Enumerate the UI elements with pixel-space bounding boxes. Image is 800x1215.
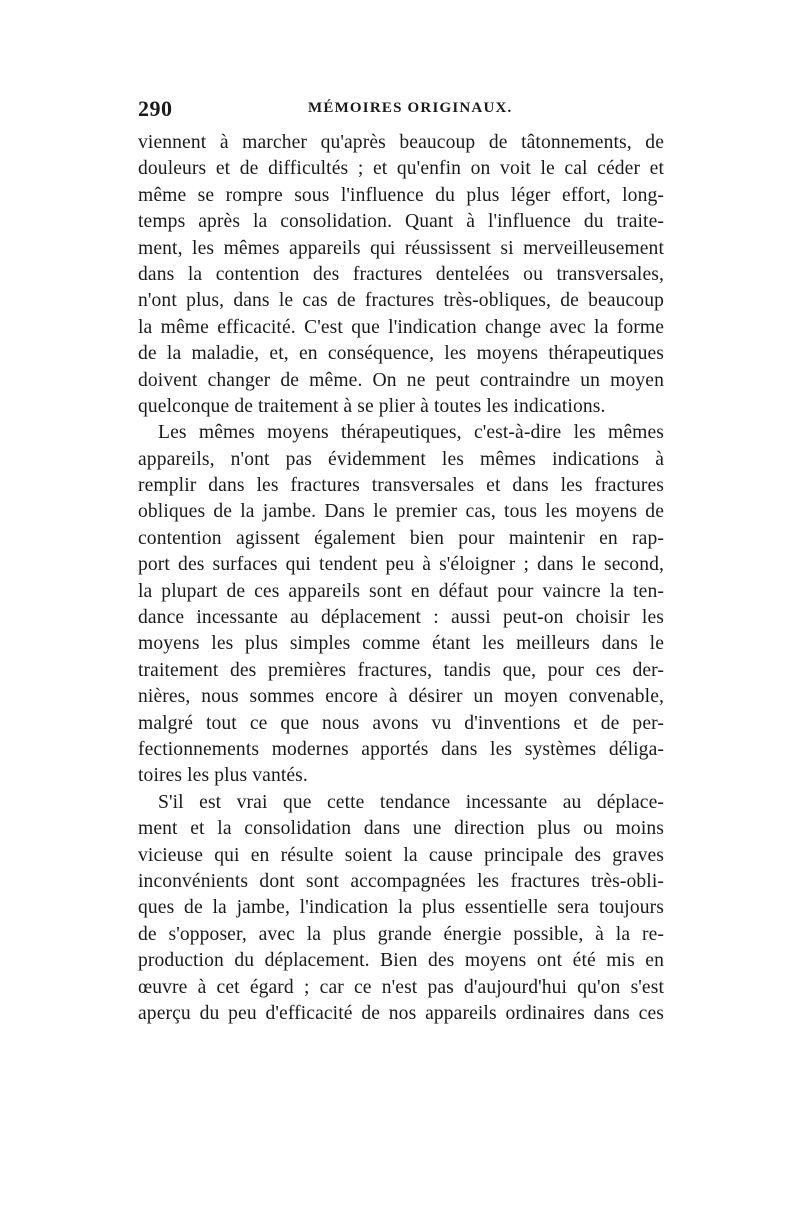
page-header <box>138 96 664 130</box>
text-line: aperçu du peu d'efficacité de nos appareils ordinaires dans ces <box>138 1002 664 1024</box>
text-line: port des surfaces qui tendent peu à s'éloigner ; dans le second, <box>138 554 664 576</box>
text-line: moyens les plus simples comme étant les meilleurs dans le <box>138 633 664 655</box>
text-line: de s'opposer, avec la plus grande énergie possible, à la re- <box>138 923 664 945</box>
text-line: appareils, n'ont pas évidemment les mêmes indications à <box>138 448 664 470</box>
text-line: dans la contention des fractures dentelées ou transversales, <box>138 263 664 285</box>
text-line: ment et la consolidation dans une direction plus ou moins <box>138 818 664 840</box>
text-line: quelconque de traitement à se plier à toutes les indications. <box>138 395 606 417</box>
running-title: MÉMOIRES ORIGINAUX. <box>308 100 513 116</box>
text-line: doivent changer de même. On ne peut contraindre un moyen <box>138 369 664 391</box>
text-line: la plupart de ces appareils sont en défaut pour vaincre la ten- <box>138 580 664 602</box>
text-line: fectionnements modernes apportés dans les systèmes déliga- <box>138 738 664 760</box>
text-line: traitement des premières fractures, tandis que, pour ces der- <box>138 659 664 681</box>
text-line: remplir dans les fractures transversales et dans les fractures <box>138 475 664 497</box>
text-line: de la maladie, et, en conséquence, les moyens thérapeutiques <box>138 343 664 365</box>
text-line: malgré tout ce que nous avons vu d'inventions et de per- <box>138 712 664 734</box>
text-line: dance incessante au déplacement : aussi peut-on choisir les <box>138 607 664 629</box>
text-line: ment, les mêmes appareils qui réussissent si merveilleusement <box>138 237 664 259</box>
paragraph <box>138 790 664 1028</box>
body-text <box>138 130 664 1027</box>
text-line: vicieuse qui en résulte soient la cause principale des graves <box>138 844 664 866</box>
text-line: la même efficacité. C'est que l'indication change avec la forme <box>138 316 664 338</box>
paragraph <box>138 420 664 789</box>
text-line: douleurs et de difficultés ; et qu'enfin on voit le cal céder et <box>138 158 664 180</box>
book-page <box>138 96 664 1096</box>
text-line: production du déplacement. Bien des moyens ont été mis en <box>138 950 664 972</box>
text-line: Les mêmes moyens thérapeutiques, c'est-à-dire les mêmes <box>158 422 664 444</box>
text-line: contention agissent également bien pour maintenir en rap- <box>138 527 664 549</box>
text-line: temps après la consolidation. Quant à l'influence du traite- <box>138 211 664 233</box>
paragraph <box>138 130 664 420</box>
text-line: S'il est vrai que cette tendance incessante au déplace- <box>158 791 664 813</box>
text-line: ques de la jambe, l'indication la plus essentielle sera toujours <box>138 897 664 919</box>
text-line: inconvénients dont sont accompagnées les fractures très-obli- <box>138 870 664 892</box>
text-line: obliques de la jambe. Dans le premier cas, tous les moyens de <box>138 501 664 523</box>
text-line: œuvre à cet égard ; car ce n'est pas d'aujourd'hui qu'on s'est <box>138 976 664 998</box>
text-line: toires les plus vantés. <box>138 765 308 787</box>
text-line: nières, nous sommes encore à désirer un moyen convenable, <box>138 686 664 708</box>
text-line: viennent à marcher qu'après beaucoup de tâtonnements, de <box>138 132 664 153</box>
page-number: 290 <box>138 96 173 121</box>
text-line: même se rompre sous l'influence du plus léger effort, long- <box>138 184 664 206</box>
text-line: n'ont plus, dans le cas de fractures très-obliques, de beaucoup <box>138 290 664 312</box>
